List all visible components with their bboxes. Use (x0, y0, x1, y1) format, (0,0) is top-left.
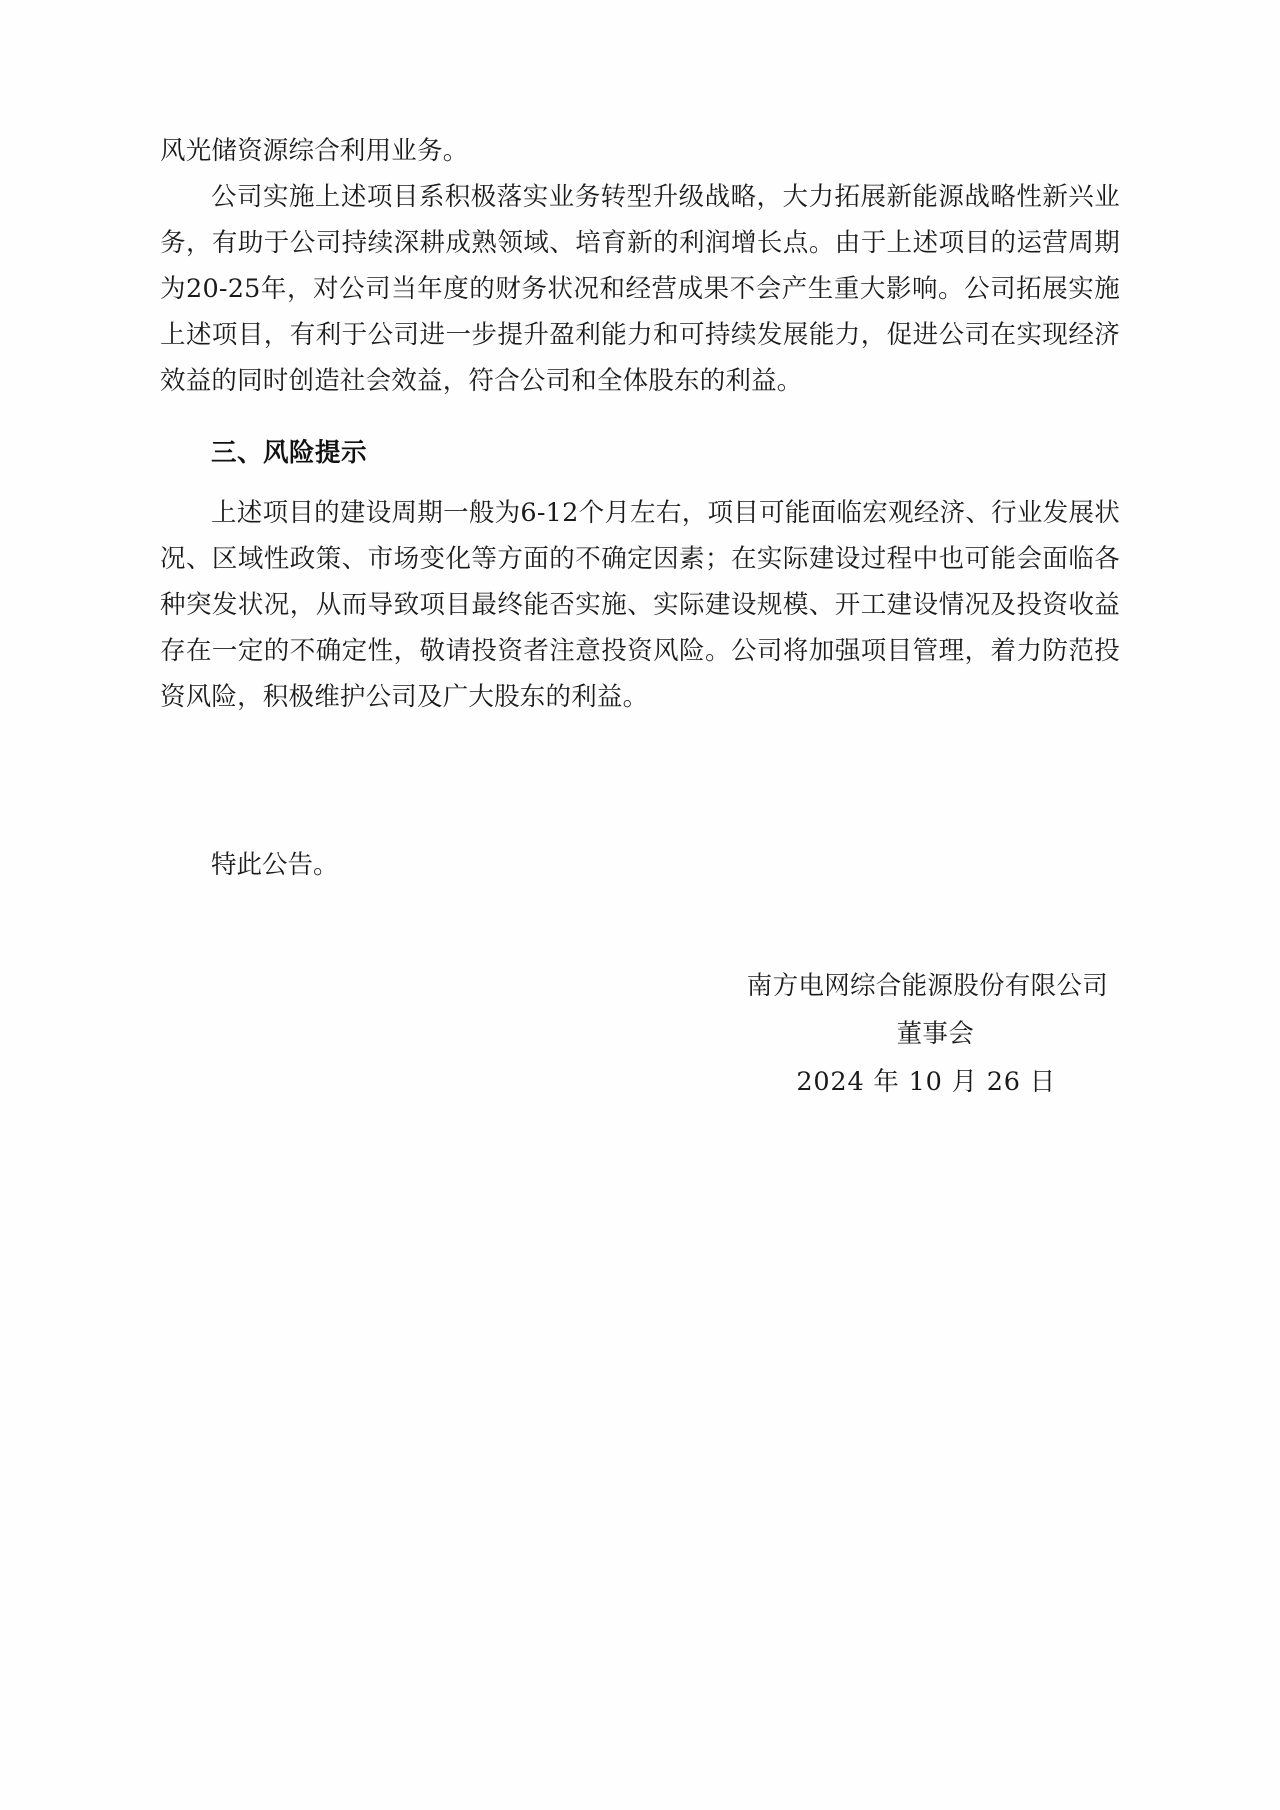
document-body (160, 128, 1120, 1106)
paragraph-risk-warning: 上述项目的建设周期一般为6-12个月左右，项目可能面临宏观经济、行业发展状况、区域性政策、市场变化等方面的不确定因素；在实际建设过程中也可能会面临各种突发状况，从而导致项目最终能否实施、实际建设规模、开工建设情况及投资收益存在一定的不确定性，敬请投资者注意投资风险。公司将加强项目管理，着力防范投资风险，积极维护公司及广大股东的利益。 (160, 498, 1120, 712)
paragraph-project-significance: 公司实施上述项目系积极落实业务转型升级战略，大力拓展新能源战略性新兴业务，有助于公司持续深耕成熟领域、培育新的利润增长点。由于上述项目的运营周期为20-25年，对公司当年度的财务状况和经营成果不会产生重大影响。公司拓展实施上述项目，有利于公司进一步提升盈利能力和可持续发展能力，促进公司在实现经济效益的同时创造社会效益，符合公司和全体股东的利益。 (160, 182, 1120, 396)
section-heading-risk-warning: 三、风险提示 (211, 438, 368, 468)
paragraph-continued: 风光储资源综合利用业务。 (160, 136, 469, 166)
closing-statement: 特此公告。 (211, 849, 339, 880)
spacer (160, 720, 1120, 816)
signature-board: 董事会 (896, 1018, 974, 1049)
signature-date: 2024 年 10 月 26 日 (796, 1066, 1056, 1097)
signature-company-name: 南方电网综合能源股份有限公司 (746, 970, 1108, 1001)
signature-block (160, 962, 1120, 1106)
